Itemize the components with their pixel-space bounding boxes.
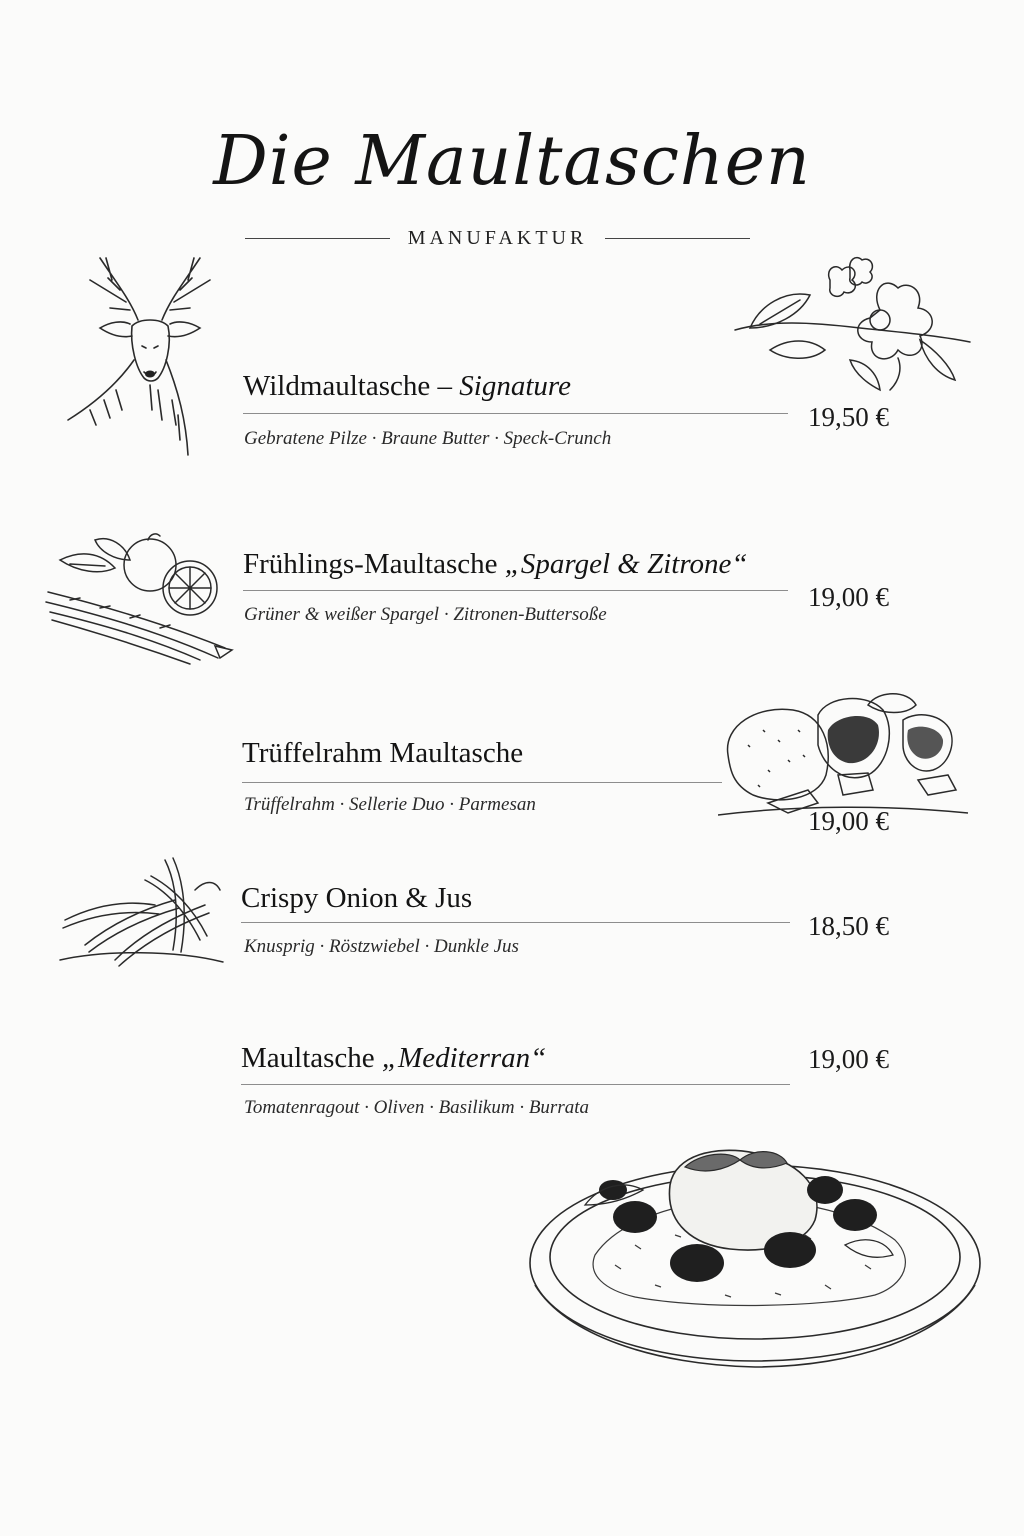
menu-item-description: Trüffelrahm · Sellerie Duo · Parmesan <box>244 794 536 815</box>
item-rule <box>243 590 788 591</box>
menu-item-price: 19,50 € <box>808 402 889 432</box>
truffle-icon <box>718 685 973 825</box>
item-rule <box>243 413 788 414</box>
menu-item-name <box>241 1042 546 1075</box>
brand-subtitle: MANUFAKTUR <box>407 226 588 249</box>
asparagus-lemon-icon <box>40 520 240 665</box>
menu-item-description: Knusprig · Röstzwiebel · Dunkle Jus <box>244 936 519 957</box>
menu-item-price: 18,50 € <box>808 911 889 941</box>
item-name-separator <box>498 548 505 580</box>
item-name-accent: Signature <box>459 370 571 402</box>
item-name-text: Trüffelrahm Maultasche <box>242 737 524 769</box>
item-name-text: Maultasche <box>241 1042 375 1074</box>
menu-item-description: Gebratene Pilze · Braune Butter · Speck-Crunch <box>244 428 612 449</box>
item-name-separator: – <box>430 370 460 402</box>
item-name-text: Frühlings-Maultasche <box>243 548 498 580</box>
brand-title: Die Maultaschen <box>213 122 811 201</box>
menu-item-description: Grüner & weißer Spargel · Zitronen-Buttersoße <box>244 604 607 625</box>
divider <box>245 238 390 239</box>
menu-item-name <box>243 548 748 581</box>
menu-item-name <box>243 370 571 403</box>
item-rule <box>242 782 722 783</box>
apple-blossom-icon <box>730 250 975 395</box>
burrata-plate-icon <box>525 1145 985 1410</box>
item-rule <box>241 922 790 923</box>
item-name-accent: „Spargel & Zitrone“ <box>504 548 748 580</box>
divider <box>605 238 750 239</box>
item-name-text: Wildmaultasche <box>243 370 431 402</box>
item-rule <box>241 1084 790 1085</box>
menu-item-name <box>241 882 472 915</box>
item-name-separator <box>375 1042 382 1074</box>
item-name-text: Crispy Onion & Jus <box>241 882 473 914</box>
menu-item-description: Tomatenragout · Oliven · Basilikum · Burrata <box>244 1097 589 1118</box>
deer-head-icon <box>60 250 230 460</box>
brand-subtitle-row <box>245 226 750 250</box>
menu-item-price: 19,00 € <box>808 582 889 612</box>
item-name-accent: „Mediterran“ <box>381 1042 547 1074</box>
green-beans-icon <box>55 850 225 970</box>
menu-item-name <box>242 737 523 770</box>
menu-item-price: 19,00 € <box>808 806 889 836</box>
menu-item-price: 19,00 € <box>808 1044 889 1074</box>
